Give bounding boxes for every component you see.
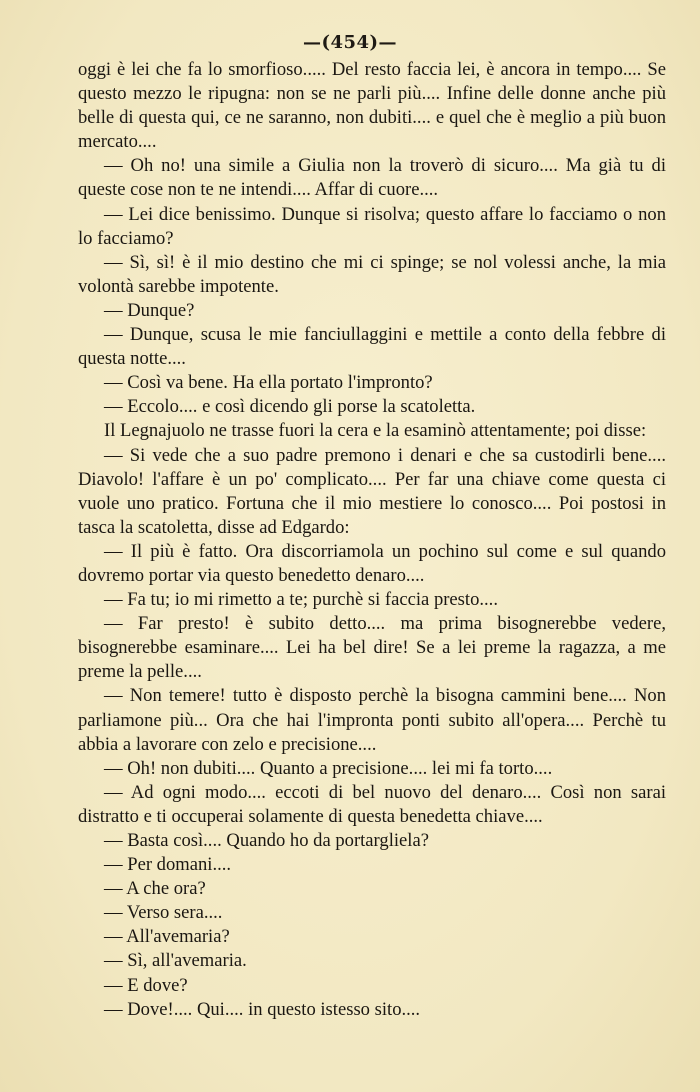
paragraph: — Non temere! tutto è disposto perchè la bisogna cammini bene.... Non parliamone più... Ora che hai l'impronta ponti subito all'opera.... Perchè tu abbia a lavorare con zelo e precisione.... (78, 685, 666, 755)
paragraph: — A che ora? (104, 878, 206, 900)
paragraph: — Ad ogni modo.... eccoti di bel nuovo del denaro.... Così non sarai distratto e ti occuperai solamente di questa benedetta chiave.... (78, 781, 666, 827)
paragraph: — Oh! non dubiti.... Quanto a precisione.... lei mi fa torto.... (104, 757, 553, 779)
paragraph: — Dunque, scusa le mie fanciullaggini e mettile a conto della febbre di questa notte.... (78, 324, 666, 370)
paragraph: — Dove!.... Qui.... in questo istesso sito.... (104, 998, 421, 1020)
paragraph: — Per domani.... (104, 854, 232, 876)
paragraph: — Basta così.... Quando ho da portargliela? (104, 830, 429, 851)
paragraph: — Eccolo.... e così dicendo gli porse la scatoletta. (104, 396, 476, 418)
paragraph: oggi è lei che fa lo smorfioso..... Del resto faccia lei, è ancora in tempo.... Se questo mezzo le ripugna: non se ne parli più.... Infine delle donne anche più belle di questa qui, ce ne saranno, non dubiti.... e quel che è meglio a più buon mercato.... (78, 59, 666, 153)
paragraph: — Dunque? (104, 299, 195, 321)
paragraph: — Lei dice benissimo. Dunque si risolva; questo affare lo facciamo o non lo facciamo? (78, 203, 666, 249)
paragraph: — Sì, all'avemaria. (104, 950, 247, 972)
page-number: —(454)— (302, 32, 398, 53)
paragraph: — Oh no! una simile a Giulia non la troverò di sicuro.... Ma già tu di queste cose non te ne intendi.... Affar di cuore.... (78, 155, 666, 201)
paragraph: — Fa tu; io mi rimetto a te; purchè si faccia presto.... (104, 589, 498, 611)
paragraph: — E dove? (104, 974, 188, 996)
paragraph: — Sì, sì! è il mio destino che mi ci spinge; se nol volessi anche, la mia volontà sarebbe impotente. (78, 251, 666, 297)
paragraph: — Così va bene. Ha ella portato l'impronto? (104, 372, 433, 394)
page-text (78, 58, 666, 1022)
paragraph: — Il più è fatto. Ora discorriamola un pochino sul come e sul quando dovremo portar via questo benedetto denaro.... (78, 540, 666, 586)
paragraph: Il Legnajuolo ne trasse fuori la cera e la esaminò attentamente; poi disse: (104, 420, 647, 442)
paragraph: — Verso sera.... (104, 902, 223, 924)
paragraph: — Far presto! è subito detto.... ma prima bisognerebbe vedere, bisognerebbe esaminare.... Lei ha bel dire! Se a lei preme la ragazza, a me preme la pelle.... (78, 613, 666, 683)
paragraph: — All'avemaria? (104, 926, 230, 948)
paragraph: — Si vede che a suo padre premono i denari e che sa custodirli bene.... Diavolo! l'affare è un po' complicato.... Per far una chiave come questa ci vuole uno pratico. Fortuna che il mio mestiere lo conosco.... Poi postosi in tasca la scatoletta, disse ad Edgardo: (78, 444, 666, 538)
